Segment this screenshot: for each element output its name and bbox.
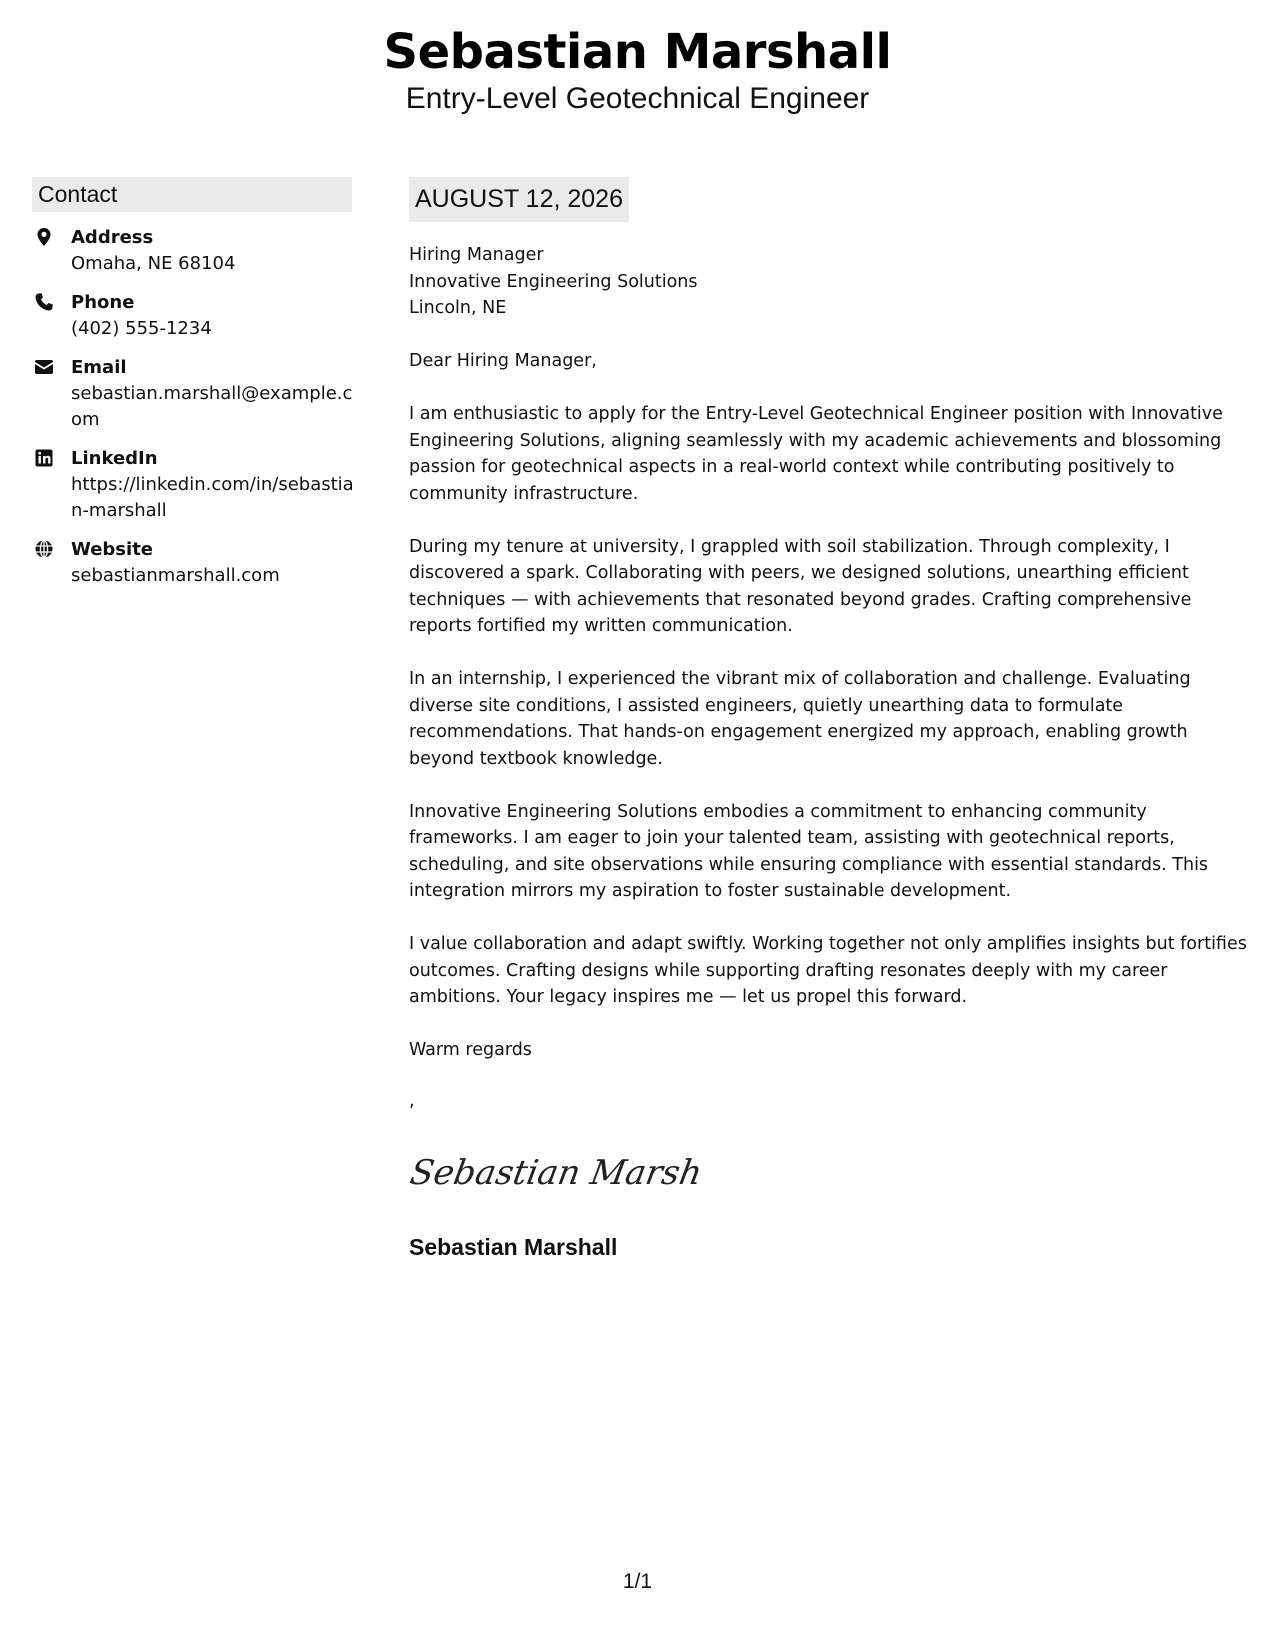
resume-header <box>0 22 1275 116</box>
contact-item-address <box>32 225 362 277</box>
recipient-location: Lincoln, NE <box>409 298 507 318</box>
contact-list <box>32 225 362 602</box>
recipient-name: Hiring Manager <box>409 245 544 265</box>
contact-item-linkedin <box>32 446 362 524</box>
contact-label: Website <box>71 539 154 560</box>
closing-comma: , <box>409 1090 415 1111</box>
contact-value: (402) 555-1234 <box>71 318 212 339</box>
contact-heading: Contact <box>32 177 352 212</box>
contact-item-email <box>32 355 362 433</box>
applicant-title: Entry-Level Geotechnical Engineer <box>405 82 870 115</box>
globe-icon <box>34 539 54 559</box>
envelope-icon <box>34 357 54 377</box>
recipient-block <box>409 242 1249 322</box>
applicant-name: Sebastian Marshall <box>383 24 892 80</box>
contact-value[interactable]: sebastianmarshall.com <box>71 565 280 586</box>
recipient-company: Innovative Engineering Solutions <box>409 271 698 292</box>
letter-paragraph: I am enthusiastic to apply for the Entry-Level Geotechnical Engineer position with Innovative Engineering Solutions, aligning seamlessly with my academic achievements and blossoming passion for geotechnical aspects in a real-world context while contributing positively to community infrastructure. <box>409 404 1223 504</box>
salutation: Dear Hiring Manager, <box>409 351 597 371</box>
contact-value: Omaha, NE 68104 <box>71 253 236 274</box>
letter-paragraph: Innovative Engineering Solutions embodies a commitment to enhancing community frameworks. I am eager to join your talented team, assisting with geotechnical reports, scheduling, and site observations while ensuring compliance with essential standards. This integration mirrors my aspiration to foster sustainable development. <box>409 801 1209 901</box>
contact-label: LinkedIn <box>71 448 158 469</box>
letter-body <box>409 242 1249 1090</box>
linkedin-icon <box>34 448 54 468</box>
letter-paragraph: I value collaboration and adapt swiftly. Working together not only amplifies insights but fortifies outcomes. Crafting designs while supporting drafting resonates deeply with my career ambitions. Your legacy inspires me — let us propel this forward. <box>409 934 1247 1007</box>
signature-text: Sebastian Marsh <box>407 1153 706 1193</box>
map-pin-icon <box>34 227 54 247</box>
contact-label: Email <box>71 357 127 378</box>
handwritten-signature <box>407 1148 706 1198</box>
contact-value[interactable]: sebastian.marshall@example.com <box>71 383 353 430</box>
contact-item-phone <box>32 290 362 342</box>
contact-label: Address <box>71 227 154 248</box>
letter-paragraph: In an internship, I experienced the vibrant mix of collaboration and challenge. Evaluating diverse site conditions, I assisted engineers, quietly unearthing data to formulate recommendations. That hands-on engagement energized my approach, enabling growth beyond textbook knowledge. <box>409 669 1191 769</box>
page-number: 1/1 <box>622 1570 653 1593</box>
phone-icon <box>34 292 54 312</box>
contact-item-website <box>32 537 362 589</box>
letter-date: AUGUST 12, 2026 <box>409 177 629 222</box>
closing: Warm regards <box>409 1040 532 1060</box>
letter-paragraph: During my tenure at university, I grappled with soil stabilization. Through complexity, I discovered a spark. Collaborating with peers, we designed solutions, unearthing efficient techniques — with achievements that resonated beyond grades. Crafting comprehensive reports fortified my written communication. <box>409 536 1192 636</box>
contact-label: Phone <box>71 292 135 313</box>
signoff-name: Sebastian Marshall <box>409 1234 618 1260</box>
contact-value[interactable]: https://linkedin.com/in/sebastian-marshall <box>71 474 354 521</box>
